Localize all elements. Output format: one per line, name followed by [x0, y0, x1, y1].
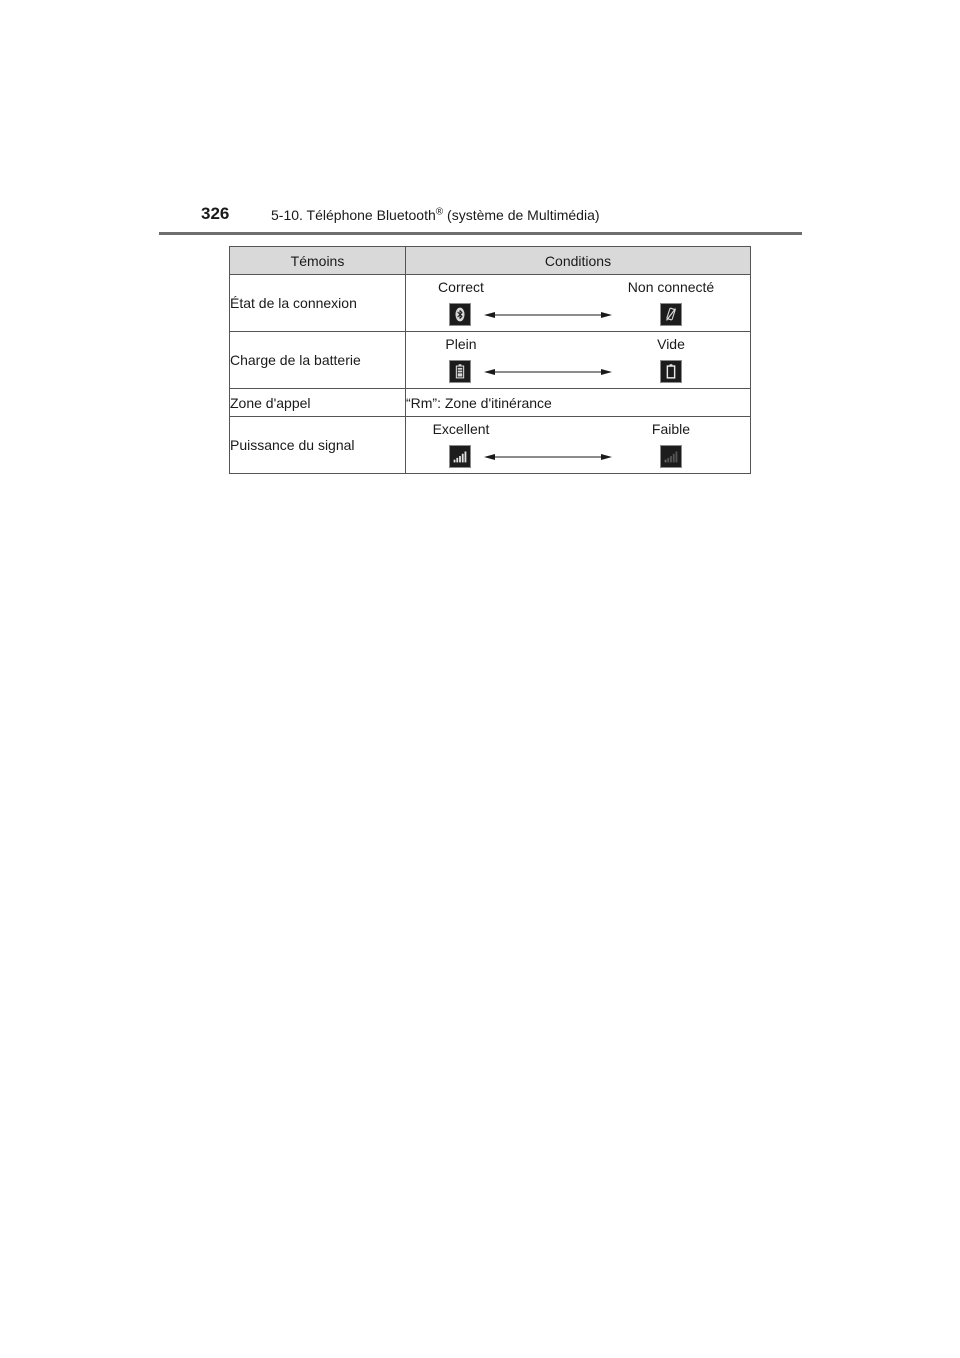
signal-weak-icon: [660, 445, 682, 468]
bluetooth-connected-icon: [449, 303, 471, 326]
state-label-faible: Faible: [651, 421, 691, 437]
table-row-connection: [230, 275, 751, 332]
page-number: 326: [201, 204, 230, 223]
state-label-plein: Plein: [445, 336, 477, 352]
column-header-temoins: Témoins: [230, 247, 406, 275]
section-title-prefix: 5-10. Téléphone Bluetooth: [271, 207, 436, 223]
double-arrow-icon: [484, 450, 612, 464]
column-header-conditions: Conditions: [406, 247, 751, 275]
indicator-table: [229, 246, 751, 474]
battery-empty-icon: [660, 360, 682, 383]
row-label-connection: État de la connexion: [230, 275, 406, 332]
state-label-excellent: Excellent: [432, 421, 490, 437]
row-conditions-signal: [406, 417, 751, 474]
state-label-correct: Correct: [438, 279, 484, 295]
row-label-signal: Puissance du signal: [230, 417, 406, 474]
row-conditions-connection: [406, 275, 751, 332]
section-title-suffix: (système de Multimédia): [443, 207, 600, 223]
battery-full-icon: [449, 360, 471, 383]
phone-not-connected-icon: [660, 303, 682, 326]
table-header-row: [230, 247, 751, 275]
header-rule: [159, 232, 802, 235]
row-label-call-area: Zone d'appel: [230, 389, 406, 417]
row-label-battery: Charge de la batterie: [230, 332, 406, 389]
table-row-call-area: [230, 389, 751, 417]
table-row-battery: [230, 332, 751, 389]
state-label-non-connecte: Non connecté: [627, 279, 715, 295]
row-conditions-battery: [406, 332, 751, 389]
row-text-roaming: “Rm”: Zone d'itinérance: [406, 389, 751, 417]
double-arrow-icon: [484, 365, 612, 379]
state-label-vide: Vide: [657, 336, 685, 352]
signal-excellent-icon: [449, 445, 471, 468]
double-arrow-icon: [484, 308, 612, 322]
registered-mark: ®: [435, 206, 444, 218]
section-title: [271, 207, 600, 223]
table-row-signal: [230, 417, 751, 474]
